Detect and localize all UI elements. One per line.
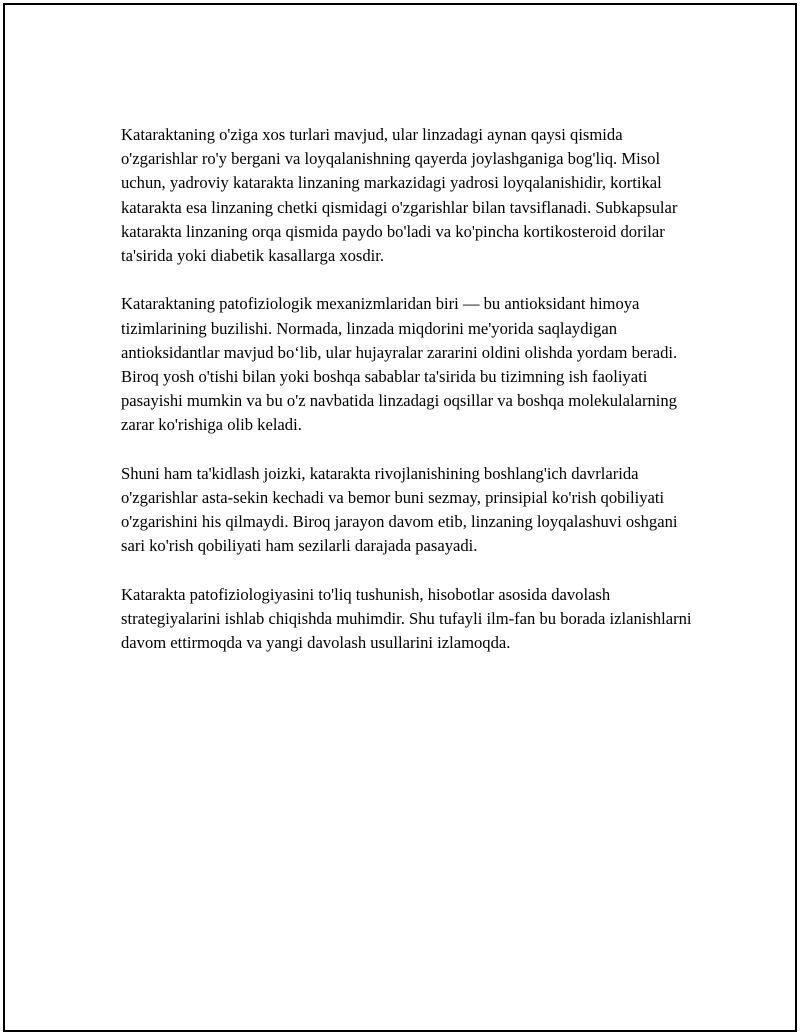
paragraph-cataract-types: Kataraktaning o'ziga xos turlari mavjud, ular linzadagi aynan qaysi qismida o'zgarishlar ro'y bergani va loyqalanishning qayerda joylashganiga bog'liq. Misol uchun, yadroviy katarakta linzaning markazidagi yadrosi loyqalanishidir, kortikal katarakta esa linzaning chetki qismidagi o'zgarishlar bilan tavsiflanadi. Subkapsular katarakta linzaning orqa qismida paydo bo'ladi va ko'pincha kortikosteroid dorilar ta'sirida yoki diabetik kasallarga xosdir. [121, 125, 678, 266]
paragraph-conclusion: Katarakta patofiziologiyasini to'liq tushunish, hisobotlar asosida davolash strategiyalarini ishlab chiqishda muhimdir. Shu tufayli ilm-fan bu borada izlanishlarni davom ettirmoqda va yangi davolash usullarini izlamoqda. [121, 584, 692, 653]
paragraph-antioxidant-mechanism: Kataraktaning patofiziologik mexanizmlaridan biri — bu antioksidant himoya tizimlarining buzilishi. Normada, linzada miqdorini me'yorida saqlaydigan antioksidantlar mavjud bo‘lib, ular hujayralar zararini oldini olishda yordam beradi. Biroq yosh o'tishi bilan yoki boshqa sabablar ta'sirida bu tizimning ish faoliyati pasayishi mumkin va bu o'z navbatida linzadagi oqsillar va boshqa molekulalarning zarar ko'rishiga olib keladi. [121, 294, 678, 435]
page-frame [3, 3, 797, 1032]
paragraph-early-stages: Shuni ham ta'kidlash joizki, katarakta rivojlanishining boshlang'ich davrlarida o'zgarishlar asta-sekin kechadi va bemor buni sezmay, prinsipial ko'rish qobiliyati o'zgarishini his qilmaydi. Biroq jarayon davom etib, linzaning loyqalashuvi oshgani sari ko'rish qobiliyati ham sezilarli darajada pasayadi. [121, 463, 678, 556]
document-body [121, 123, 696, 680]
